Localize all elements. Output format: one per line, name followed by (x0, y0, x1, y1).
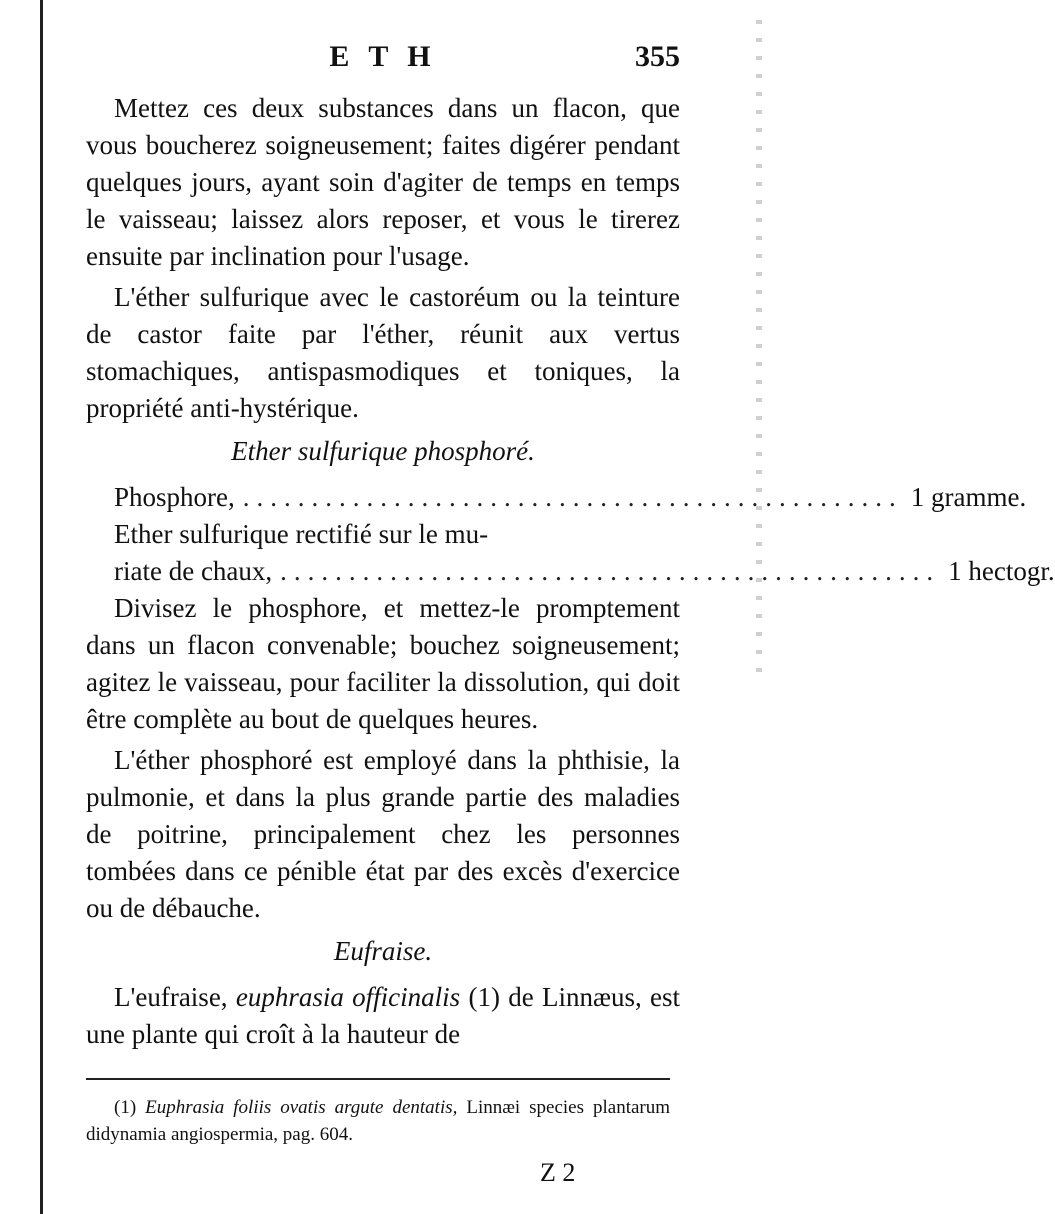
footnote-marker: (1) (114, 1097, 137, 1118)
running-head-title: E T H (329, 40, 437, 73)
paragraph-2: L'éther sulfurique avec le castoréum ou la teinture de castor faite par l'éther, réunit aux vertus stomachiques, antispasmodiques et toniques, la propriété anti-hystérique. (86, 282, 680, 423)
footnote (86, 1094, 670, 1148)
footnote-rest: Linnæi species plantarum didynamia angiospermia, pag. 604. (86, 1097, 671, 1145)
signature-mark: Z 2 (540, 1158, 576, 1187)
paragraph-3: Divisez le phosphore, et mettez-le promptement dans un flacon convenable; bouchez soigneusement; agitez le vaisseau, pour faciliter la dissolution, qui doit être complète au bout de quelques heures. (86, 593, 680, 734)
paragraph-1: Mettez ces deux substances dans un flacon, que vous boucherez soigneusement; faites digérer pendant quelques jours, ayant soin d'agiter de temps en temps le vaisseau; laissez alors reposer, et vous le tirerez ensuite par inclination pour l'usage. (86, 93, 680, 271)
leader-dots: ................................................ (280, 556, 941, 586)
paragraph-5-start: L'eufraise, (114, 982, 228, 1012)
ingredient-ether (86, 553, 1055, 590)
paragraph-5-latin: euphrasia officinalis (235, 982, 461, 1012)
ingredient-label: riate de chaux, (114, 556, 273, 586)
ingredient-ether-line: Ether sulfurique rectifié sur le mu- (114, 519, 489, 549)
ingredient-phosphore (86, 479, 1027, 516)
footnote-latin: Euphrasia foliis ovatis argute dentatis, (145, 1097, 458, 1118)
paragraph-5 (86, 979, 680, 1053)
page-number: 355 (635, 40, 680, 73)
book-page (86, 40, 1055, 1057)
ingredient-label: Phosphore, (114, 482, 235, 512)
leader-dots: ................................................ (242, 482, 903, 512)
footnote-rule (86, 1078, 670, 1080)
page-edge-rule (40, 0, 43, 1214)
paragraph-4: L'éther phosphoré est employé dans la phthisie, la pulmonie, et dans la plus grande partie des maladies de poitrine, principalement chez les personnes tombées dans ce pénible état par des excès d'exercice ou de débauche. (86, 745, 680, 923)
section-heading-eufraise: Eufraise. (333, 936, 433, 966)
ingredient-quantity: 1 hectogr. (948, 556, 1055, 586)
paragraph-5-end: (1) de Linnæus, est une plante qui croît à la hauteur de (86, 982, 681, 1049)
running-head (86, 40, 680, 90)
ingredient-quantity: 1 gramme. (910, 482, 1027, 512)
section-heading-ether-phosphore: Ether sulfurique phosphoré. (231, 436, 535, 466)
